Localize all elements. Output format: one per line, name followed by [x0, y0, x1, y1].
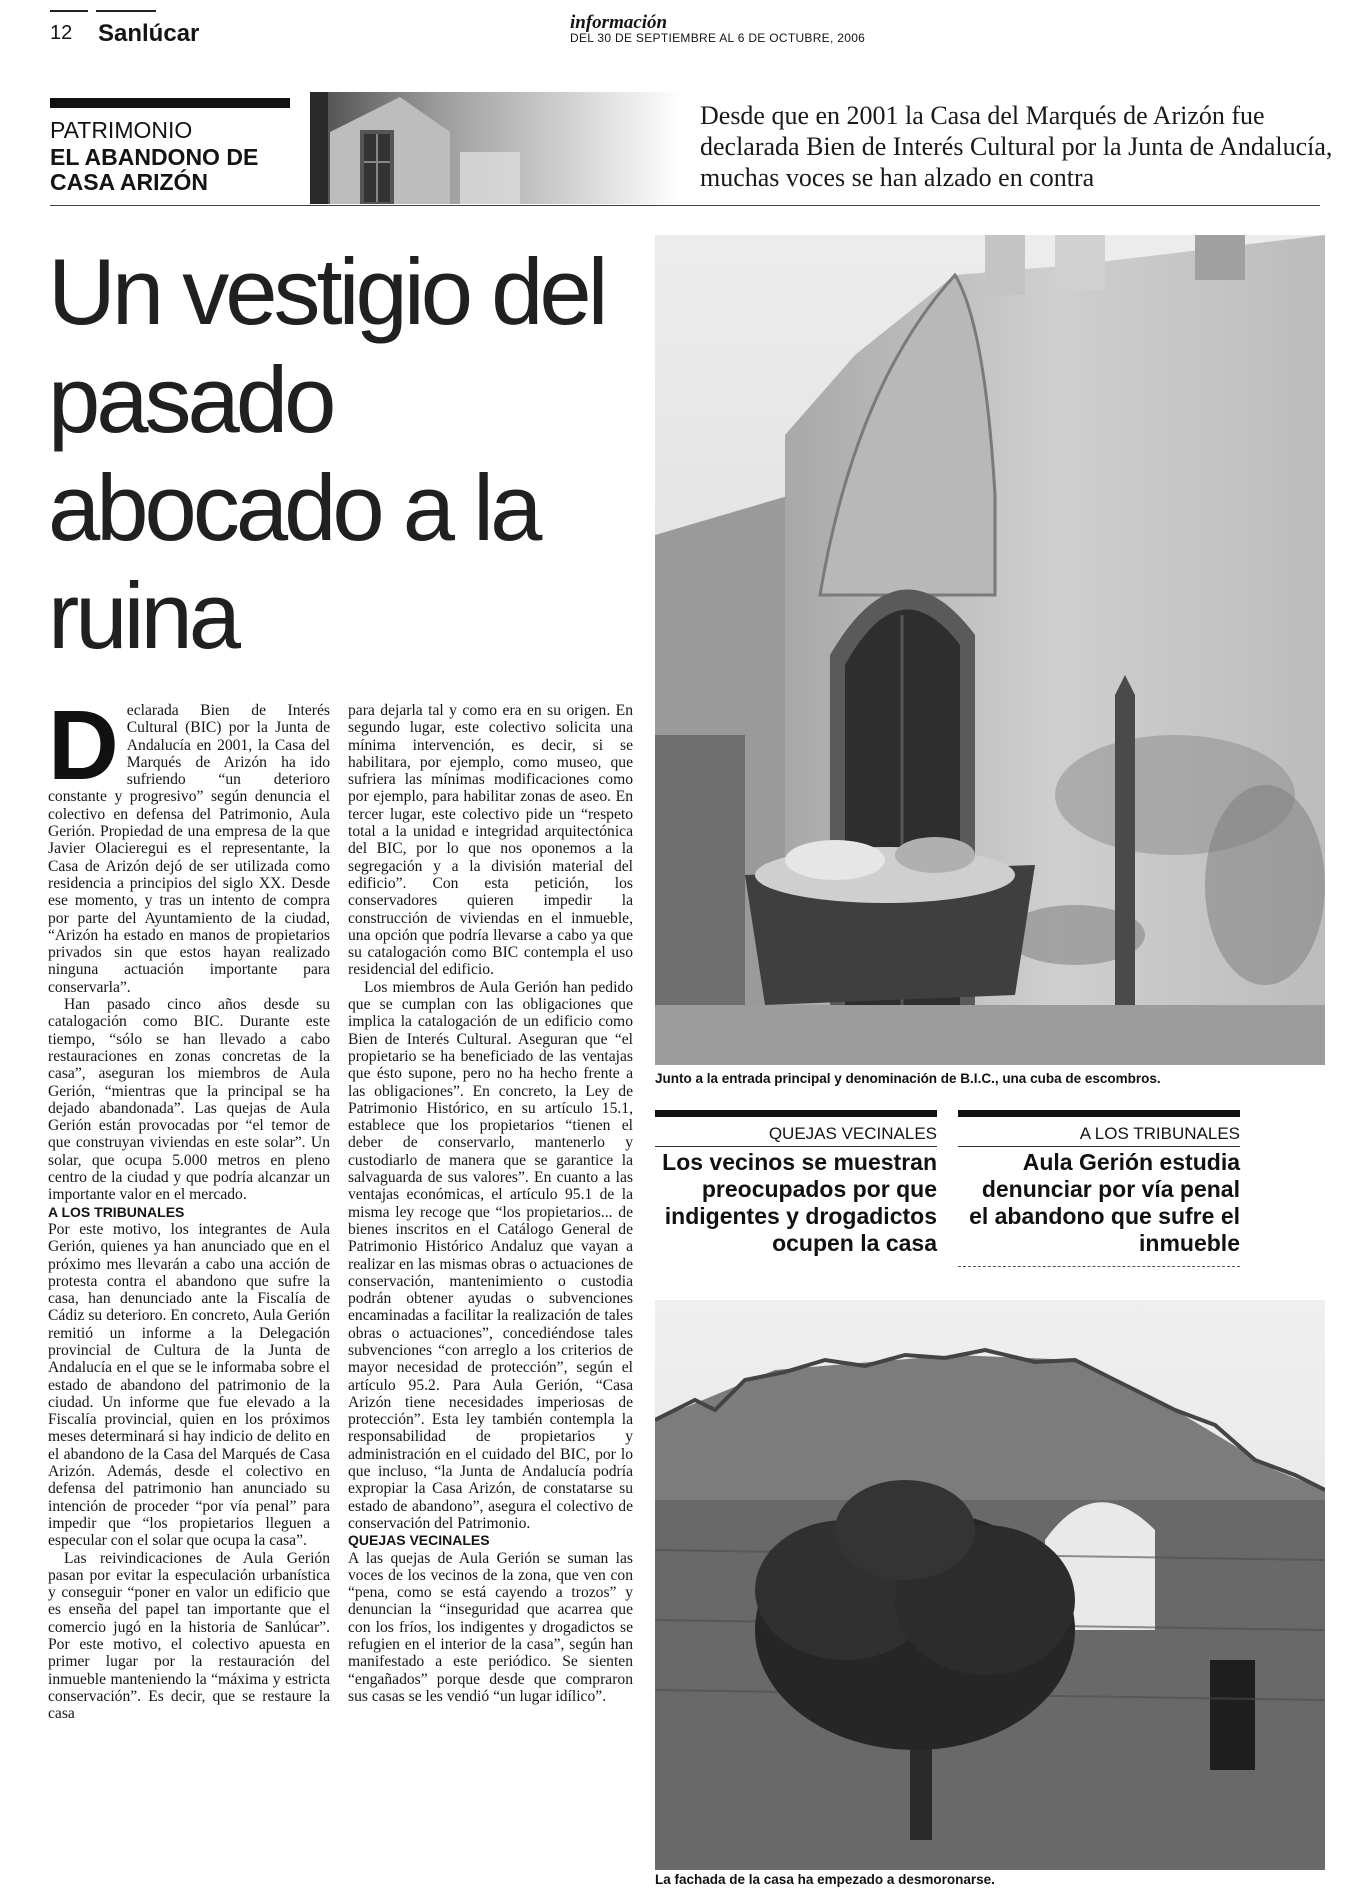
headline-line2: pasado	[48, 347, 333, 452]
photo-entrance	[655, 235, 1325, 1065]
topic-title-line2: CASA ARIZÓN	[50, 169, 209, 195]
article-column-1	[48, 702, 330, 1877]
photo-facade	[655, 1300, 1325, 1870]
box2-tag: A LOS TRIBUNALES	[1079, 1124, 1240, 1143]
box1-rule	[655, 1146, 937, 1147]
box2-dashed-rule	[958, 1266, 1240, 1267]
topic-bar	[50, 98, 290, 108]
col2-subhead: QUEJAS VECINALES	[348, 1532, 490, 1549]
article-column-2	[348, 702, 633, 1877]
col2-paragraph-3: A las quejas de Aula Gerión se suman las voces de los vecinos de la zona, que ven con “pena, como se está cayendo a trozos” y denuncian la “inseguridad que acarrea que con los fríos, los indigentes y drogadictos se refugien en el interior de la casa”, según han manifestado a este periódico. Se sienten “engañados” porque desde que compraron sus casas se les vendió “un lugar idílico”.	[348, 1549, 633, 1705]
headline-line3: abocado a la	[48, 455, 539, 560]
box2-title: Aula Gerión estudia denunciar por vía penal el abandono que sufre el inmueble	[969, 1149, 1240, 1256]
col1-paragraph-3: Por este motivo, los integrantes de Aula Gerión, quienes ya han anunciado que en el próximo mes llevarán a cabo una acción de protesta contra el abandono que sufre la casa, han denunciado ante la Fiscalía de Cádiz su deterioro. En concreto, Aula Gerión remitió un informe a la Delegación provincial de Cultura de la Junta de Andalucía en el que se le informaba sobre el estado de abandono del patrimonio de la ciudad. Un informe que fue elevado a la Fiscalía provincial, quien en los próximos meses determinará si hay indicio de delito en el abandono de la Casa del Marqués de Casa Arizón. Además, desde el colectivo en defensa del patrimonio han anunciado su intención de proceder “por vía penal” para impedir que “los propietarios lleguen a especular con el solar que ocupa la casa”.	[48, 1220, 330, 1550]
photo-entrance-caption: Junto a la entrada principal y denominación de B.I.C., una cuba de escombros.	[655, 1071, 1161, 1086]
page-number: 12	[50, 22, 73, 44]
box1-bar	[655, 1110, 937, 1117]
header-rule-left-2	[96, 10, 156, 12]
box2-rule	[958, 1146, 1240, 1147]
top-building-image	[310, 92, 680, 204]
box1-tag: QUEJAS VECINALES	[768, 1124, 937, 1143]
col1-paragraph-1: eclarada Bien de Interés Cultural (BIC) por la Junta de Andalucía en 2001, la Casa del Marqués de Arizón ha ido sufriendo “un deterioro constante y progresivo” según denuncia el colectivo en defensa del Patrimonio, Aula Gerión. Propiedad de una empresa de la que Javier Olacieregui es el representante, la Casa de Arizón dejó de ser utilizada como residencia a principios del siglo XX. Desde ese momento, y tras un intento de compra por parte del Ayuntamiento de la ciudad, “Arizón ha estado en manos de propietarios privados sin que estos hayan realizado ninguna actuación importante para conservarla”.	[48, 702, 330, 996]
headline-line4: ruina	[48, 563, 238, 668]
section-title: Sanlúcar	[98, 20, 200, 47]
header-rule-left	[50, 10, 88, 12]
photo-facade-graphic	[655, 1300, 1325, 1870]
headline-line1: Un vestigio del	[48, 239, 605, 344]
headline	[48, 238, 628, 670]
col1-paragraph-2: Han pasado cinco años desde su catalogación como BIC. Durante este tiempo, “sólo se han llevado a cabo restauraciones en zonas concretas de la casa”, aseguran los miembros de Aula Gerión, “mientras que la principal se ha dejado abandonada”. Las quejas de Aula Gerión están provocadas por “el temor de que construyan viviendas en este solar”. Un solar, que ocupa 5.000 metros en pleno centro de la ciudad y que podría alcanzar un importante valor en el mercado.	[48, 996, 330, 1204]
topic-title	[50, 145, 290, 195]
box1-title: Los vecinos se muestran preocupados por que indigentes y drogadictos ocupen la casa	[662, 1149, 937, 1256]
topic-label: PATRIMONIO	[50, 117, 193, 143]
col1-subhead: A LOS TRIBUNALES	[48, 1203, 185, 1220]
photo-entrance-graphic	[655, 235, 1325, 1065]
top-band-rule	[50, 205, 1320, 206]
lead-paragraph: Desde que en 2001 la Casa del Marqués de Arizón fue declarada Bien de Interés Cultural por la Junta de Andalucía, muchas voces se han alzado en contra	[700, 101, 1333, 192]
col1-paragraph-4: Las reivindicaciones de Aula Gerión pasan por evitar la especulación urbanística y conseguir “poner en valor un edificio que es enseña del papel tan importante que el comercio jugó en la historia de Sanlúcar”. Por este motivo, el colectivo apuesta en primer lugar por la restauración del inmueble manteniendo la “máxima y estricta conservación”. Es decir, que se restaure la casa	[48, 1549, 330, 1723]
masthead: información	[570, 12, 668, 33]
col2-paragraph-1: para dejarla tal y como era en su origen. En segundo lugar, este colectivo solicita una mínima intervención, es decir, si se habilitara, por ejemplo, como museo, que sufriera las mínimas modificaciones como por ejemplo, para habilitar zonas de aseo. En tercer lugar, este colectivo pide un “respeto total a la unidad e integridad arquitectónica del BIC, por lo que nos oponemos a la segregación y a la división material del edificio”. Con esta petición, los conservadores quieren impedir la construcción de viviendas en el inmueble, una opción que podría llevarse a cabo ya que su catalogación como BIC contempla el uso residencial del edificio.	[348, 702, 633, 979]
col2-paragraph-2: Los miembros de Aula Gerión han pedido que se cumplan con las obligaciones que implica la catalogación de un edificio como Bien de Interés Cultural. Aseguran que “el propietario se ha beneficiado de las ventajas que ésto supone, pero no ha hecho frente a las obligaciones”. En concreto, la Ley de Patrimonio Histórico, en su artículo 15.1, establece que los propietarios “tienen el deber de conservarlo, mantenerlo y custodiarlo de manera que se garantice la salvaguarda de sus valores”. En cuanto a las ventajas económicas, el artículo 95.1 de la misma ley recoge que “los propietarios... de bienes inscritos en el Catálogo General de Patrimonio Histórico Andaluz que vayan a realizar en las mismas obras o actuaciones de conservación, mantenimiento o custodia podrán obtener ayudas o subvenciones encaminadas a facilitar la realización de tales obras o actuaciones”, concediéndose tales subvenciones “con arreglo a los criterios de mayor necesidad de protección”, según el artículo 95.2. Para Aula Gerión, “Casa Arizón tiene necesidades imperiosas de protección”. Esta ley también contempla la responsabilidad de propietarios y administración en el cuidado del BIC, por lo que incluso, “la Junta de Andalucía podría expropiar la Casa Arizón, de constatarse su estado de abandono”, asegura el colectivo de conservación del Patrimonio.	[348, 978, 633, 1532]
drop-cap: D	[48, 702, 119, 800]
photo-facade-caption: La fachada de la casa ha empezado a desmoronarse.	[655, 1872, 995, 1887]
issue-dates: DEL 30 DE SEPTIEMBRE AL 6 DE OCTUBRE, 2006	[570, 31, 866, 45]
box2-bar	[958, 1110, 1240, 1117]
top-building-graphic	[310, 92, 680, 204]
topic-title-line1: EL ABANDONO DE	[50, 144, 259, 170]
